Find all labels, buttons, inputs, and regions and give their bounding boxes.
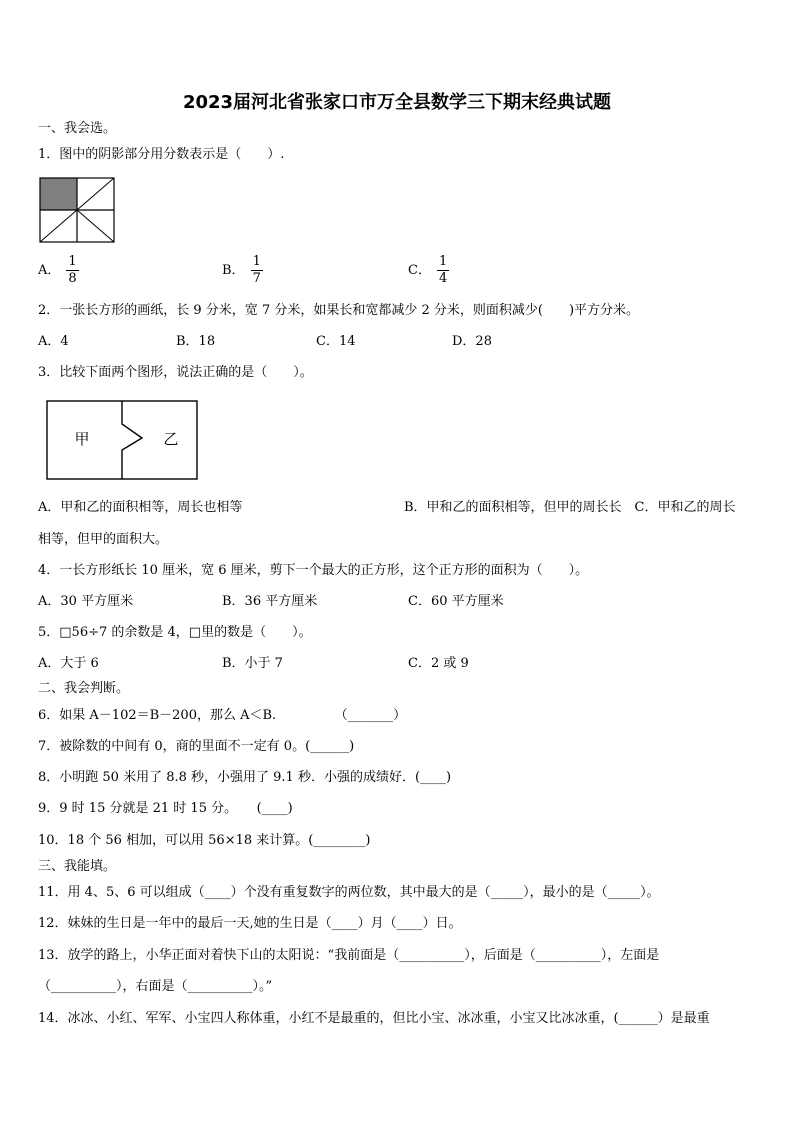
q1-option-a[interactable] — [38, 254, 79, 287]
q1-option-c-fraction — [437, 254, 449, 287]
q1-shaded-part — [40, 178, 77, 210]
denominator: 7 — [252, 271, 261, 286]
q5-option-a[interactable]: A．大于 6 — [38, 656, 99, 671]
q1-option-c[interactable] — [408, 254, 449, 287]
q1-option-a-fraction — [66, 254, 78, 287]
q1-shaded-square-figure — [39, 177, 116, 244]
question-6: 6．如果 A－102＝B－200，那么 A＜B. （_______） — [38, 708, 407, 723]
question-2: 2．一张长方形的画纸，长 9 分米，宽 7 分米，如果长和宽都减少 2 分米，则面积减少( )平方分米。 — [38, 303, 640, 318]
question-14: 14．冰冰、小红、军军、小宝四人称体重，小红不是最重的，但比小宝、冰冰重，小宝又比冰冰重，(______）是最重 — [38, 1011, 710, 1026]
question-12: 12．妹妹的生日是一年中的最后一天,她的生日是（____）月（____）日。 — [38, 916, 462, 931]
page-title: 2023届河北省张家口市万全县数学三下期末经典试题 — [182, 92, 612, 113]
denominator: 4 — [438, 271, 448, 286]
question-8: 8．小明跑 50 米用了 8.8 秒，小强用了 9.1 秒．小强的成绩好．(____) — [38, 770, 452, 785]
question-10: 10．18 个 56 相加，可以用 56×18 来计算。(________) — [38, 833, 371, 848]
question-1: 1．图中的阴影部分用分数表示是（ ）. — [38, 147, 285, 162]
q5-option-b[interactable]: B．小于 7 — [222, 656, 283, 671]
question-13-line-1: 13．放学的路上，小华正面对着快下山的太阳说：“我前面是（__________），后面是（__________），左面是 — [38, 948, 660, 963]
q3-option-a[interactable]: A．甲和乙的面积相等，周长也相等 — [38, 500, 243, 515]
q4-option-b[interactable]: B．36 平方厘米 — [222, 594, 318, 609]
question-11: 11．用 4、5、6 可以组成（____）个没有重复数字的两位数，其中最大的是（_____），最小的是（_____）。 — [38, 885, 660, 900]
question-4: 4．一长方形纸长 10 厘米，宽 6 厘米，剪下一个最大的正方形，这个正方形的面积为（ ）。 — [38, 563, 589, 578]
q1-option-a-label: A． — [38, 262, 61, 278]
q2-option-b[interactable]: B．18 — [176, 334, 216, 349]
q1-option-b-fraction — [251, 254, 263, 287]
section-heading-2: 二、我会判断。 — [38, 681, 130, 696]
q1-option-b-label: B． — [222, 262, 245, 278]
q3-split-rectangle-figure — [46, 400, 199, 482]
numerator: 1 — [438, 254, 448, 269]
q2-option-a[interactable]: A．4 — [38, 334, 69, 349]
q1-option-b[interactable] — [222, 254, 263, 287]
q5-option-c[interactable]: C．2 或 9 — [408, 656, 469, 671]
question-13-line-2: （__________），右面是（__________）。” — [38, 979, 273, 994]
question-5: 5．□56÷7 的余数是 4，□里的数是（ ）。 — [38, 625, 312, 640]
q1-option-c-label: C． — [408, 262, 431, 278]
q2-option-d[interactable]: D．28 — [452, 334, 492, 349]
q2-option-c[interactable]: C．14 — [316, 334, 356, 349]
q4-option-c[interactable]: C．60 平方厘米 — [408, 594, 504, 609]
q3-shape-right-label: 乙 — [163, 430, 179, 448]
denominator: 8 — [68, 271, 77, 286]
section-heading-3: 三、我能填。 — [38, 859, 117, 874]
question-9: 9．9 时 15 分就是 21 时 15 分。 (____) — [38, 801, 293, 816]
numerator: 1 — [252, 254, 261, 269]
section-heading-1: 一、我会选。 — [38, 121, 117, 136]
numerator: 1 — [68, 254, 77, 269]
q3-option-c-continued: 相等，但甲的面积大。 — [38, 532, 169, 547]
question-3: 3．比较下面两个图形，说法正确的是（ ）。 — [38, 365, 313, 380]
q3-option-b-c[interactable]: B．甲和乙的面积相等，但甲的周长长 C．甲和乙的周长 — [404, 500, 736, 515]
question-7: 7．被除数的中间有 0，商的里面不一定有 0。(______) — [38, 739, 355, 754]
q4-option-a[interactable]: A．30 平方厘米 — [38, 594, 134, 609]
q3-shape-left-label: 甲 — [74, 430, 90, 448]
